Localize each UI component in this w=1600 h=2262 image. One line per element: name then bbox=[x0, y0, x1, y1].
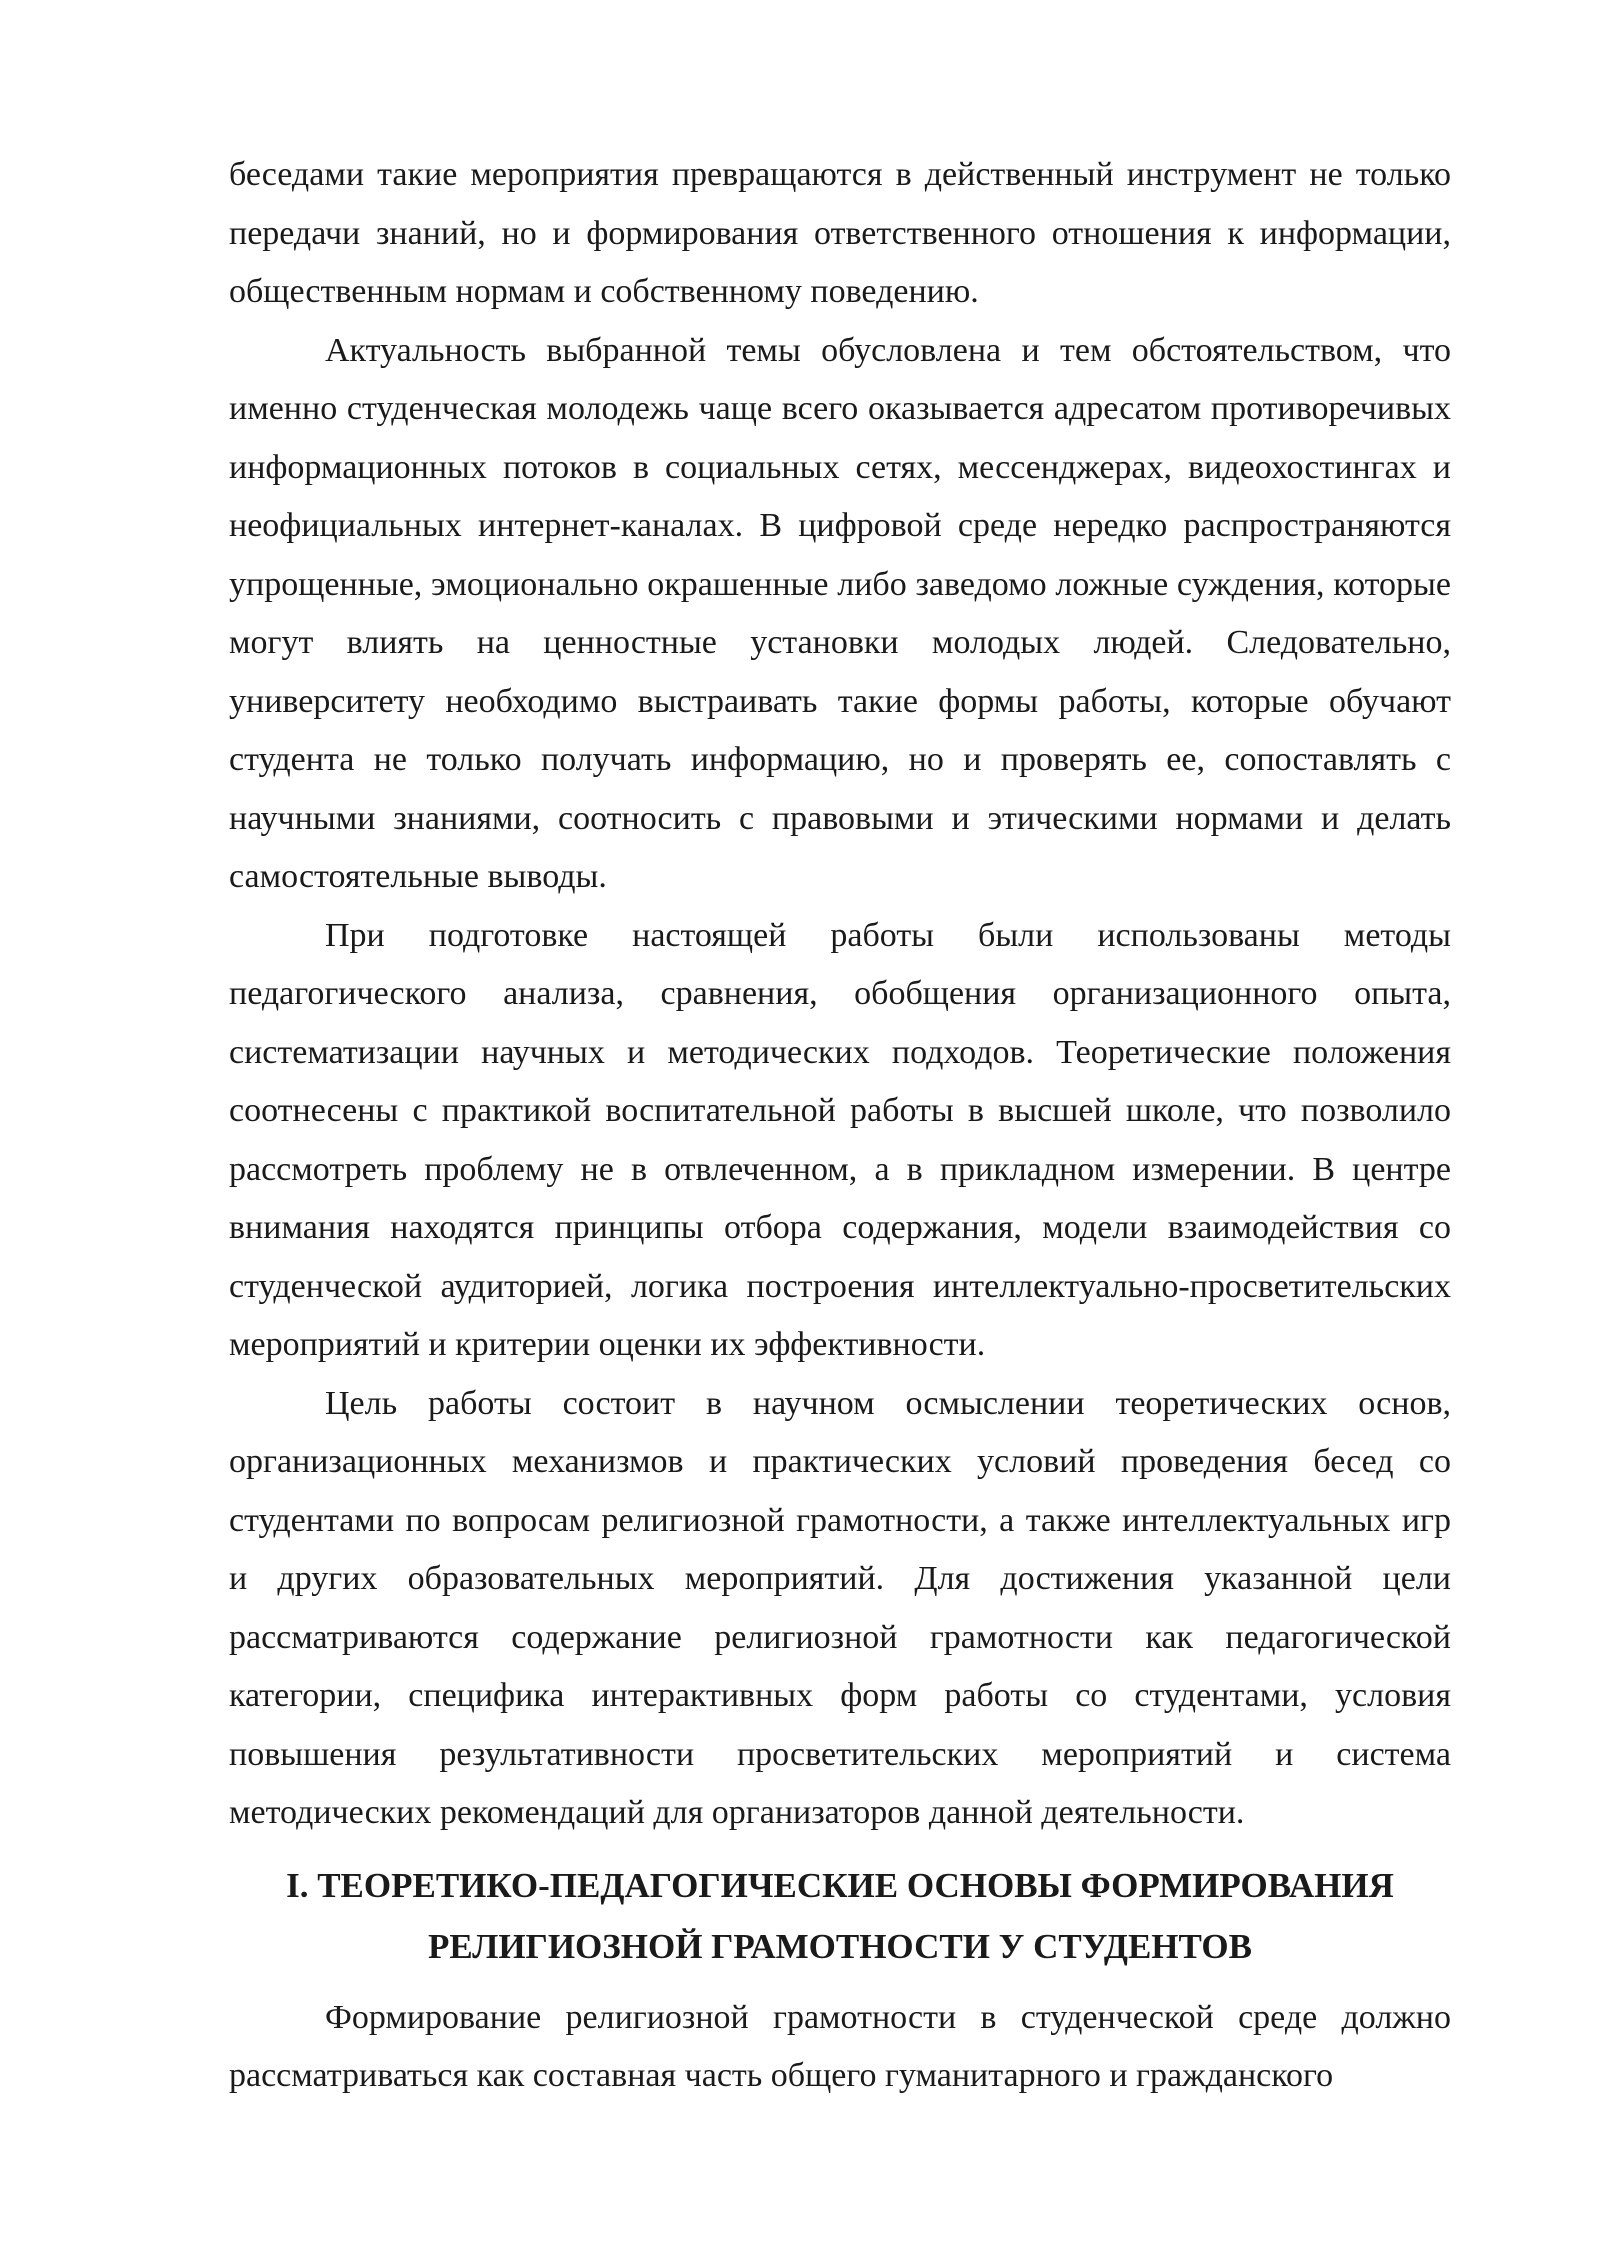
section-heading bbox=[229, 1855, 1451, 1977]
section-heading-line-1: I. ТЕОРЕТИКО-ПЕДАГОГИЧЕСКИЕ ОСНОВЫ ФОРМИРОВАНИЯ bbox=[286, 1865, 1394, 1905]
paragraph-relevance: Актуальность выбранной темы обусловлена и тем обстоятельством, что именно студенческая молодежь чаще всего оказывается адресатом противоречивых информационных потоков в социальных сетях, мессенджерах, видеохостингах и неофициальных интернет-каналах. В цифровой среде нередко распространяются упрощенные, эмоционально окрашенные либо заведомо ложные суждения, которые могут влиять на ценностные установки молодых людей. Следовательно, университету необходимо выстраивать такие формы работы, которые обучают студента не только получать информацию, но и проверять ее, сопоставлять с научными знаниями, соотносить с правовыми и этическими нормами и делать самостоятельные выводы. bbox=[229, 331, 1451, 895]
document-page bbox=[229, 146, 1451, 2106]
paragraph-goal: Цель работы состоит в научном осмыслении теоретических основ, организационных механизмов и практических условий проведения бесед со студентами по вопросам религиозной грамотности, а также интеллектуальных игр и других образовательных мероприятий. Для достижения указанной цели рассматриваются содержание религиозной грамотности как педагогической категории, специфика интерактивных форм работы со студентами, условия повышения результативности просветительских мероприятий и система методических рекомендаций для организаторов данной деятельности. bbox=[229, 1384, 1451, 1831]
paragraph-methods: При подготовке настоящей работы были использованы методы педагогического анализа, сравнения, обобщения организационного опыта, систематизации научных и методических подходов. Теоретические положения соотнесены с практикой воспитательной работы в высшей школе, что позволило рассмотреть проблему не в отвлеченном, а в прикладном измерении. В центре внимания находятся принципы отбора содержания, модели взаимодействия со студенческой аудиторией, логика построения интеллектуально-просветительских мероприятий и критерии оценки их эффективности. bbox=[229, 916, 1451, 1363]
section-heading-line-2: РЕЛИГИОЗНОЙ ГРАМОТНОСТИ У СТУДЕНТОВ bbox=[427, 1926, 1252, 1966]
paragraph-section-intro: Формирование религиозной грамотности в студенческой среде должно рассматриваться как составная часть общего гуманитарного и гражданского bbox=[229, 1998, 1451, 2094]
paragraph-continuation: беседами такие мероприятия превращаются в действенный инструмент не только передачи знаний, но и формирования ответственного отношения к информации, общественным нормам и собственному поведению. bbox=[229, 156, 1451, 310]
